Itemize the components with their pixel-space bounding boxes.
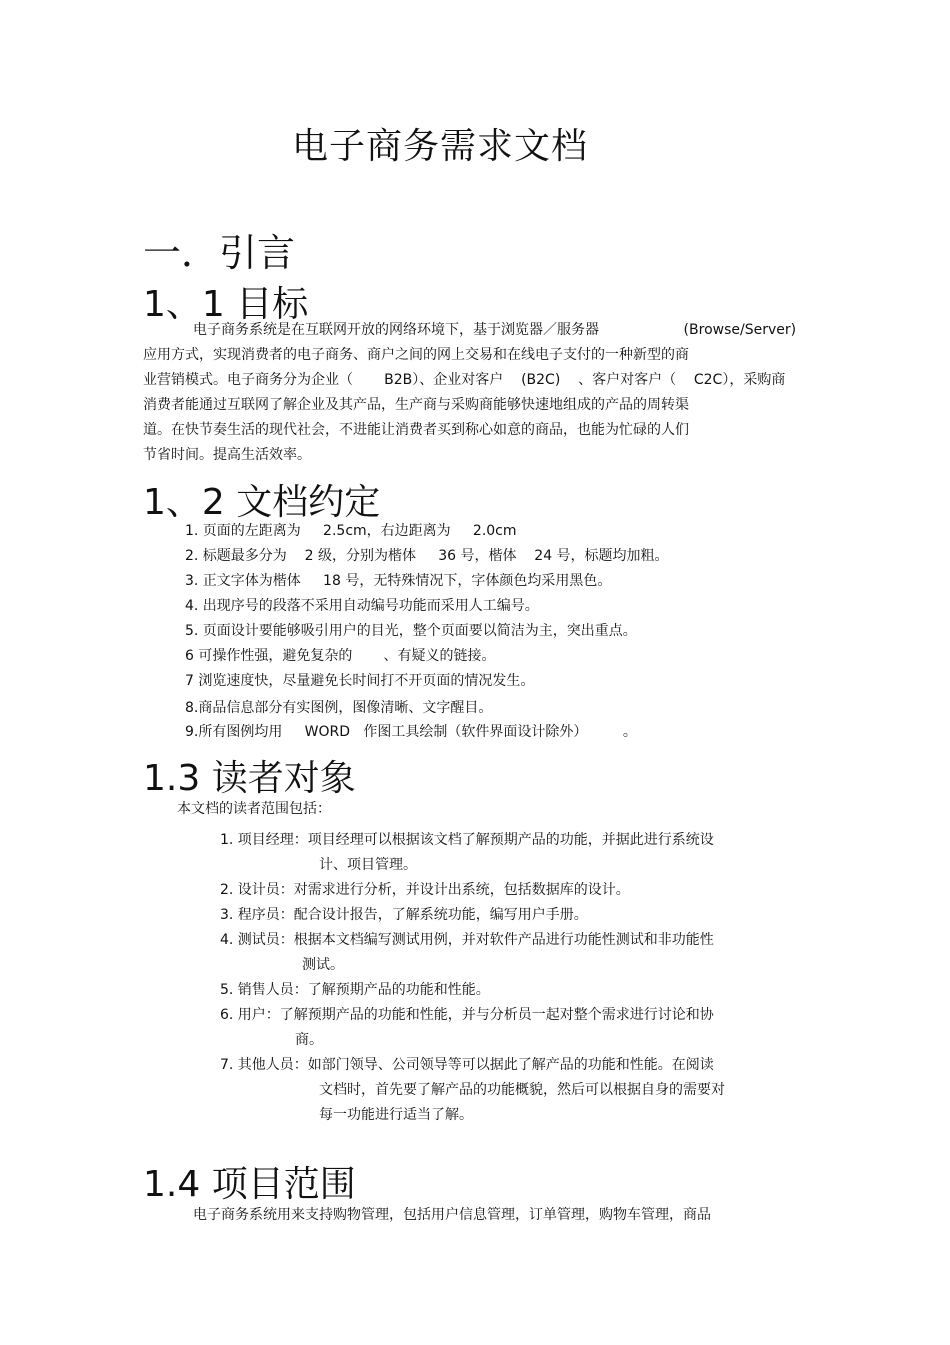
reader-item: 3. 程序员：配合设计报告，了解系统功能，编写用户手册。 <box>220 907 588 923</box>
reader-item-continuation: 测试。 <box>302 957 344 973</box>
convention-item: 6 可操作性强，避免复杂的 、有疑义的链接。 <box>185 648 496 664</box>
convention-item: 9.所有图例均用 WORD 作图工具绘制（软件界面设计除外） 。 <box>185 724 637 740</box>
convention-item: 1. 页面的左距离为 2.5cm，右边距离为 2.0cm <box>185 523 517 539</box>
section-heading-intro: 一．引言 <box>143 231 296 275</box>
reader-item: 1. 项目经理：项目经理可以根据该文档了解预期产品的功能，并据此进行系统设 <box>220 832 714 848</box>
paragraph-line: 道。在快节奏生活的现代社会，不进能让消费者买到称心如意的商品，也能为忙碌的人们 <box>143 422 689 438</box>
convention-item: 2. 标题最多分为 2 级，分别为楷体 36 号，楷体 24 号，标题均加粗。 <box>185 548 669 564</box>
document-title: 电子商务需求文档 <box>291 126 588 167</box>
reader-item: 6. 用户：了解预期产品的功能和性能，并与分析员一起对整个需求进行讨论和协 <box>220 1007 714 1023</box>
scope-paragraph: 电子商务系统用来支持购物管理，包括用户信息管理，订单管理，购物车管理，商品 <box>193 1207 711 1223</box>
reader-item: 5. 销售人员：了解预期产品的功能和性能。 <box>220 982 490 998</box>
reader-item-continuation: 每一功能进行适当了解。 <box>319 1107 473 1123</box>
reader-item: 2. 设计员：对需求进行分析，并设计出系统，包括数据库的设计。 <box>220 882 630 898</box>
paragraph-line: 业营销模式。电子商务分为企业（ B2B）、企业对客户 (B2C) 、客户对客户（ C2C），采购商 <box>143 372 786 388</box>
section-heading-1-2: 1、2 文档约定 <box>143 482 381 523</box>
convention-item: 7 浏览速度快，尽量避免长时间打不开页面的情况发生。 <box>185 673 535 689</box>
paragraph-line: 节省时间。提高生活效率。 <box>143 447 311 463</box>
paragraph-line: 电子商务系统是在互联网开放的网络环境下，基于浏览器／服务器 (Browse/Server) <box>193 322 797 338</box>
convention-item: 4. 出现序号的段落不采用自动编号功能而采用人工编号。 <box>185 598 539 614</box>
convention-item: 3. 正文字体为楷体 18 号，无特殊情况下，字体颜色均采用黑色。 <box>185 573 612 589</box>
reader-item-continuation: 商。 <box>295 1032 323 1048</box>
section-heading-1-4: 1.4 项目范围 <box>143 1164 356 1205</box>
readers-intro: 本文档的读者范围包括： <box>177 801 331 817</box>
paragraph-line: 消费者能通过互联网了解企业及其产品，生产商与采购商能够快速地组成的产品的周转渠 <box>143 397 689 413</box>
reader-item-continuation: 文档时，首先要了解产品的功能概貌，然后可以根据自身的需要对 <box>319 1082 725 1098</box>
reader-item: 4. 测试员：根据本文档编写测试用例，并对软件产品进行功能性测试和非功能性 <box>220 932 714 948</box>
convention-item: 8.商品信息部分有实图例，图像清晰、文字醒目。 <box>185 700 493 716</box>
convention-item: 5. 页面设计要能够吸引用户的目光，整个页面要以简洁为主，突出重点。 <box>185 623 637 639</box>
reader-item-continuation: 计、项目管理。 <box>319 857 417 873</box>
section-heading-1-1: 1、1 目标 <box>143 284 309 325</box>
section-heading-1-3: 1.3 读者对象 <box>143 758 356 799</box>
reader-item: 7. 其他人员：如部门领导、公司领导等可以据此了解产品的功能和性能。在阅读 <box>220 1057 714 1073</box>
paragraph-line: 应用方式，实现消费者的电子商务、商户之间的网上交易和在线电子支付的一种新型的商 <box>143 347 689 363</box>
